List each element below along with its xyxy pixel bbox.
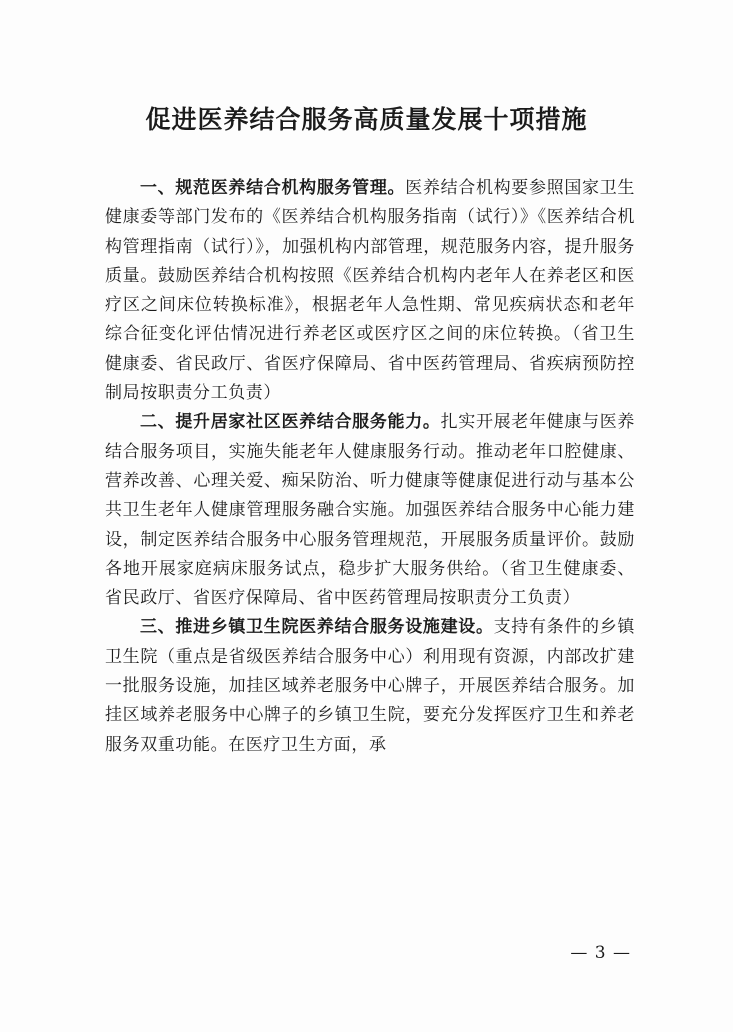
document-title: 促进医养结合服务高质量发展十项措施 <box>145 105 588 134</box>
page-number: — 3 — <box>570 943 631 963</box>
document-body <box>105 174 635 760</box>
section-3-paragraph <box>105 613 635 759</box>
section-1-text: 医养结合机构要参照国家卫生健康委等部门发布的《医养结合机构服务指南（试行）》《医养结合机构管理指南（试行）》，加强机构内部管理，规范服务内容，提升服务质量。鼓励医养结合机构按照《医养结合机构内老年人在养老区和医疗区之间床位转换标准》，根据老年人急性期、常见疾病状态和老年综合征变化评估情况进行养老区或医疗区之间的床位转换。（省卫生健康委、省民政厅、省医疗保障局、省中医药管理局、省疾病预防控制局按职责分工负责） <box>105 178 635 404</box>
section-1-paragraph <box>105 174 635 408</box>
section-1-heading: 一、规范医养结合机构服务管理。 <box>140 178 406 198</box>
section-2-text: 扎实开展老年健康与医养结合服务项目，实施失能老年人健康服务行动。推动老年口腔健康、营养改善、心理关爱、痴呆防治、听力健康等健康促进行动与基本公共卫生老年人健康管理服务融合实施。加强医养结合服务中心能力建设，制定医养结合服务中心服务管理规范，开展服务质量评价。鼓励各地开展家庭病床服务试点，稳步扩大服务供给。（省卫生健康委、省民政厅、省医疗保障局、省中医药管理局按职责分工负责） <box>105 412 635 609</box>
section-2-paragraph <box>105 408 635 613</box>
section-2-heading: 二、提升居家社区医养结合服务能力。 <box>140 412 441 433</box>
section-3-heading: 三、推进乡镇卫生院医养结合服务设施建设。 <box>140 617 494 638</box>
section-3-text: 支持有条件的乡镇卫生院（重点是省级医养结合服务中心）利用现有资源，内部改扩建一批服务设施，加挂区域养老服务中心牌子，开展医养结合服务。加挂区域养老服务中心牌子的乡镇卫生院，要充分发挥医疗卫生和养老服务双重功能。在医疗卫生方面，承 <box>105 617 635 755</box>
